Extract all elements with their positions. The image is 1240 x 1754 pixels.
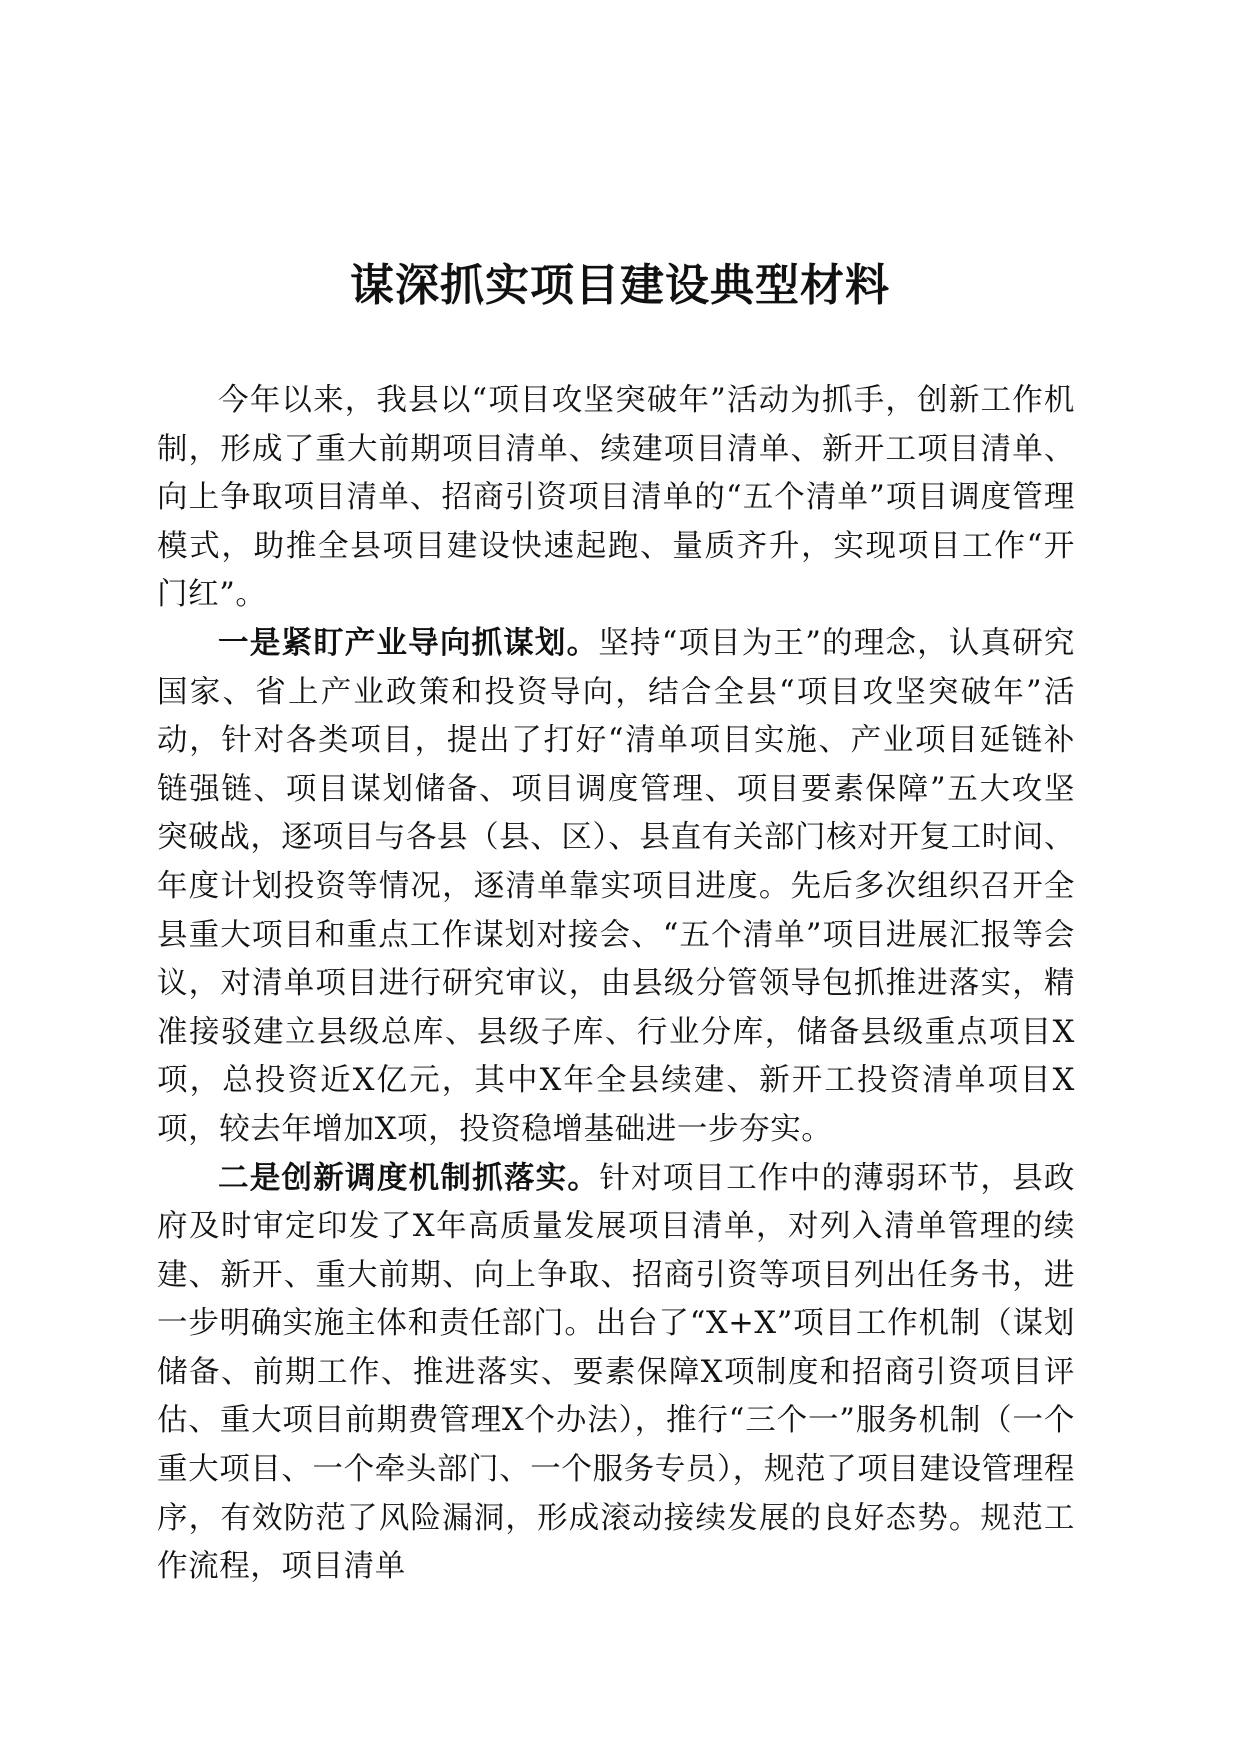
paragraph-planning — [157, 620, 1075, 1155]
paragraph-intro-text: 今年以来，我县以“项目攻坚突破年”活动为抓手，创新工作机制，形成了重大前期项目清单、续建项目清单、新开工项目清单、向上争取项目清单、招商引资项目清单的“五个清单”项目调度管理模式，助推全县项目建设快速起跑、量质齐升，实现项目工作“开门红”。 — [157, 383, 1075, 613]
paragraph-scheduling-text: 针对项目工作中的薄弱环节，县政府及时审定印发了X年高质量发展项目清单，对列入清单管理的续建、新开、重大前期、向上争取、招商引资等项目列出任务书，进一步明确实施主体和责任部门。出台了“X+X”项目工作机制（谋划储备、前期工作、推进落实、要素保障X项制度和招商引资项目评估、重大项目前期费管理X个办法），推行“三个一”服务机制（一个重大项目、一个牵头部门、一个服务专员），规范了项目建设管理程序，有效防范了风险漏洞，形成滚动接续发展的良好态势。规范工作流程，项目清单 — [157, 1160, 1076, 1585]
paragraph-scheduling-heading: 二是创新调度机制抓落实。 — [218, 1160, 600, 1196]
paragraph-scheduling — [157, 1155, 1075, 1592]
paragraph-intro — [157, 377, 1075, 620]
paragraph-planning-text: 坚持“项目为王”的理念，认真研究国家、省上产业政策和投资导向，结合全县“项目攻坚突破年”活动，针对各类项目，提出了打好“清单项目实施、产业项目延链补链强链、项目谋划储备、项目调度管理、项目要素保障”五大攻坚突破战，逐项目与各县（县、区）、县直有关部门核对开复工时间、年度计划投资等情况，逐清单靠实项目进度。先后多次组织召开全县重大项目和重点工作谋划对接会、“五个清单”项目进展汇报等会议，对清单项目进行研究审议，由县级分管领导包抓推进落实，精准接驳建立县级总库、县级子库、行业分库，储备县级重点项目X项，总投资近X亿元，其中X年全县续建、新开工投资清单项目X项，较去年增加X项，投资稳增基础进一步夯实。 — [157, 625, 1075, 1147]
document-body — [157, 377, 1075, 1592]
document-title: 谋深抓实项目建设典型材料 — [350, 260, 890, 311]
paragraph-planning-heading: 一是紧盯产业导向抓谋划。 — [218, 625, 599, 661]
